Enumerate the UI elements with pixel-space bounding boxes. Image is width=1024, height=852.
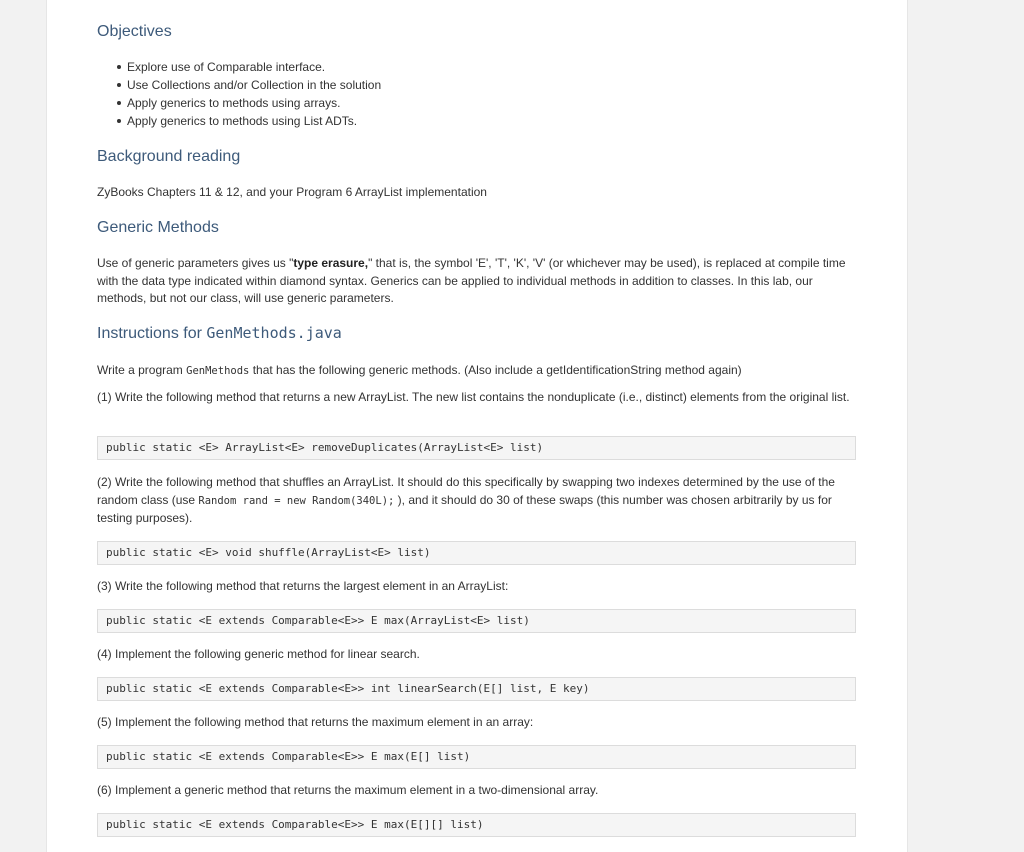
code-shuffle: public static <E> void shuffle(ArrayList<E> list) [97, 541, 856, 565]
step-5-text: (5) Implement the following method that returns the maximum element in an array: [97, 715, 534, 729]
step-6-text: (6) Implement a generic method that returns the maximum element in a two-dimensional array. [97, 783, 599, 797]
instructions-heading: Instructions for GenMethods.java [97, 324, 342, 342]
objective-item: Use Collections and/or Collection in the solution [127, 78, 382, 92]
objective-item: Apply generics to methods using arrays. [127, 94, 381, 112]
step-2-text: (2) Write the following method that shuffles an ArrayList. It should do this specifically by swapping two indexes determined by the use of the random class (use Random rand = new Random(340L); ), and it should do 30 of these swaps (this number was chosen arbitrarily by us for testing purposes). [97, 475, 835, 525]
objectives-heading: Objectives [97, 23, 172, 40]
code-linear-search: public static <E extends Comparable<E>> int linearSearch(E[] list, E key) [97, 677, 856, 701]
background-text: ZyBooks Chapters 11 & 12, and your Program 6 ArrayList implementation [97, 185, 487, 199]
code-remove-duplicates: public static <E> ArrayList<E> removeDuplicates(ArrayList<E> list) [97, 436, 856, 460]
step-3-text: (3) Write the following method that returns the largest element in an ArrayList: [97, 579, 509, 593]
step-4-text: (4) Implement the following generic method for linear search. [97, 647, 420, 661]
objective-item: Explore use of Comparable interface. [127, 58, 381, 76]
step-1-text: (1) Write the following method that returns a new ArrayList. The new list contains the nonduplicate (i.e., distinct) elements from the original list. [97, 390, 850, 404]
generic-methods-heading: Generic Methods [97, 219, 219, 236]
random-code: Random rand = new Random(340L); [198, 494, 395, 507]
code-max-2d-array: public static <E extends Comparable<E>> E max(E[][] list) [97, 813, 856, 837]
generic-methods-text: Use of generic parameters gives us "type erasure," that is, the symbol 'E', 'T', 'K', 'V' (or whichever may be used), is replaced at compile time with the data type indicated within diamond syntax. Generics can be applied to individual methods in addition to classes. In this lab, our methods, but not our class, will use generic parameters. [97, 256, 846, 305]
page-container [46, 0, 908, 852]
intro-class-code: GenMethods [186, 365, 250, 377]
objectives-list [97, 58, 381, 130]
objective-item: Apply generics to methods using List ADTs. [127, 112, 381, 130]
type-erasure-bold: type erasure, [293, 256, 369, 270]
instructions-intro: Write a program GenMethods that has the following generic methods. (Also include a getIdentificationString method again) [97, 363, 742, 377]
code-max-array: public static <E extends Comparable<E>> E max(E[] list) [97, 745, 856, 769]
background-heading: Background reading [97, 148, 241, 165]
code-max-arraylist: public static <E extends Comparable<E>> E max(ArrayList<E> list) [97, 609, 856, 633]
instructions-filename: GenMethods.java [206, 324, 342, 342]
